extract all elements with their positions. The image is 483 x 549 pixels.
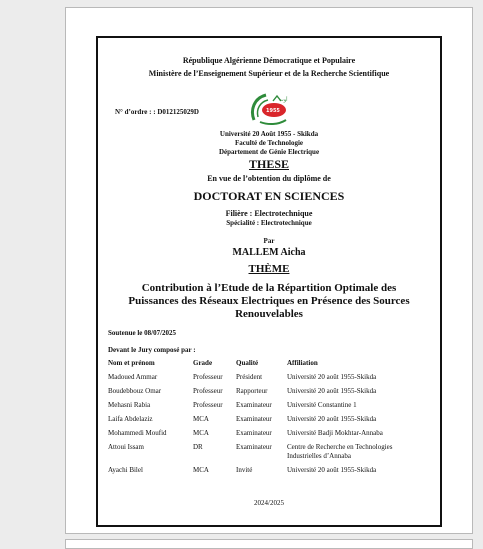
specialty: Spécialité : Electrotechnique: [226, 219, 312, 227]
jury-grade: Professeur: [193, 373, 223, 381]
by-label: Par: [263, 237, 275, 245]
next-page-edge: [65, 539, 473, 549]
academic-year: 2024/2025: [254, 499, 284, 507]
jury-header-role: Qualité: [236, 359, 259, 367]
jury-name: Laifa Abdelaziz: [108, 415, 153, 423]
jury-header-name: Nom et prénom: [108, 359, 155, 367]
jury-affiliation: Université 20 août 1955-Skikda: [287, 387, 377, 395]
thesis-label: THESE: [248, 157, 290, 171]
jury-name: Madoued Ammar: [108, 373, 158, 381]
jury-affiliation: Centre de Recherche en Technologies Industrielles d’Annaba: [287, 443, 393, 460]
jury-table: [108, 359, 417, 480]
thesis-title-line-1: Contribution à l’Etude de la Répartition Optimale des: [141, 282, 397, 294]
svg-text:1955: 1955: [266, 108, 280, 114]
jury-name: Boudebbouz Omar: [108, 387, 162, 395]
jury-header-grade: Grade: [193, 359, 213, 367]
jury-role: Président: [236, 373, 263, 381]
thesis-title-line-2: Puissances des Réseaux Electriques en Présence des Sources: [128, 295, 410, 307]
theme-label: THÈME: [248, 263, 290, 275]
svg-text:أوت: أوت: [279, 97, 288, 103]
thesis-title: [98, 282, 440, 321]
thesis-title-line-3: Renouvelables: [235, 308, 303, 320]
jury-row: [108, 373, 417, 387]
thesis-purpose: En vue de l’obtention du diplôme de: [207, 174, 331, 183]
republic-line: République Algérienne Démocratique et Populaire: [182, 56, 356, 65]
jury-affiliation: Université 20 août 1955-Skikda: [287, 415, 377, 423]
jury-grade: Professeur: [193, 401, 223, 409]
jury-row: [108, 415, 417, 429]
faculty-name: Faculté de Technologie: [234, 139, 304, 147]
jury-grade: MCA: [193, 429, 209, 437]
jury-role: Examinateur: [236, 401, 272, 409]
jury-affiliation: Université Badji Mokhtar-Annaba: [287, 429, 383, 437]
jury-row: [108, 387, 417, 401]
jury-grade: MCA: [193, 415, 209, 423]
university-logo: [246, 92, 292, 126]
cover-frame: [96, 36, 442, 527]
jury-role: Examinateur: [236, 415, 272, 423]
department-name: Département de Génie Electrique: [218, 148, 320, 156]
jury-header-row: [108, 359, 417, 373]
jury-name: Attoui Issam: [108, 443, 144, 451]
ministry-line: Ministère de l’Enseignement Supérieur et de la Recherche Scientifique: [148, 69, 390, 78]
defense-date: Soutenue le 08/07/2025: [108, 329, 177, 337]
jury-row: [108, 401, 417, 415]
jury-affiliation: Université 20 août 1955-Skikda: [287, 466, 377, 474]
jury-row: [108, 429, 417, 443]
field: Filière : Electrotechnique: [225, 209, 313, 218]
author-name: MALLEM Aicha: [232, 247, 306, 258]
jury-row: [108, 443, 417, 466]
jury-affiliation: Université 20 août 1955-Skikda: [287, 373, 377, 381]
jury-role: Rapporteur: [236, 387, 268, 395]
jury-grade: DR: [193, 443, 203, 451]
jury-role: Invité: [236, 466, 253, 474]
jury-grade: MCA: [193, 466, 209, 474]
jury-role: Examinateur: [236, 429, 272, 437]
jury-header-affiliation: Affiliation: [287, 359, 318, 367]
jury-name: Mohammedi Moufid: [108, 429, 167, 437]
university-name: Université 20 Août 1955 - Skikda: [219, 130, 319, 138]
jury-intro: Devant le Jury composé par :: [108, 346, 196, 354]
jury-name: Ayachi Bilel: [108, 466, 143, 474]
jury-grade: Professeur: [193, 387, 223, 395]
jury-name: Mehasni Rabia: [108, 401, 151, 409]
order-number: N° d’ordre : : D012125029D: [115, 108, 199, 116]
degree-title: DOCTORAT EN SCIENCES: [193, 189, 345, 203]
document-page: [65, 7, 473, 534]
jury-row: [108, 466, 417, 480]
jury-role: Examinateur: [236, 443, 272, 451]
jury-affiliation: Université Constantine 1: [287, 401, 357, 409]
